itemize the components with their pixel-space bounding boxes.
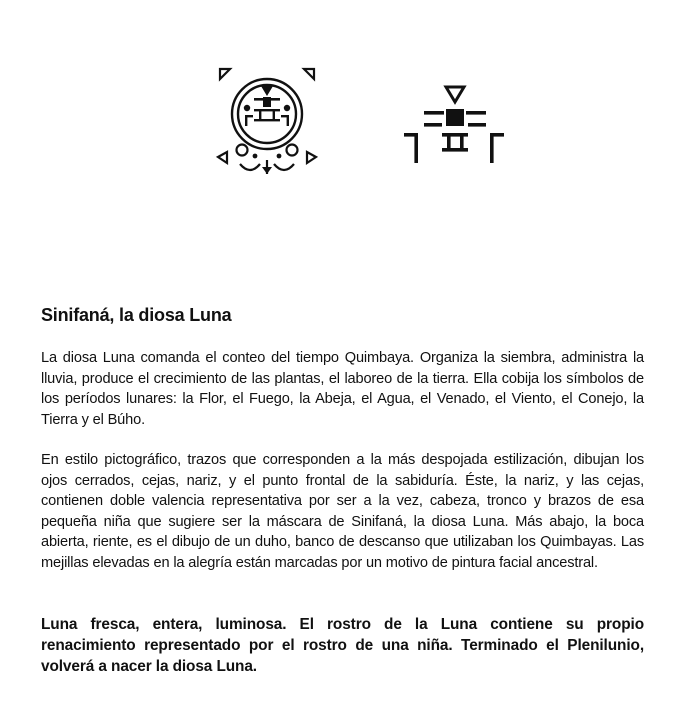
moon-goddess-medallion-icon: [214, 64, 320, 178]
section-title: Sinifaná, la diosa Luna: [41, 305, 232, 325]
paragraph-description: En estilo pictográfico, trazos que corresponden a la más despojada estilización, dibujan los ojos cerrados, cejas, nariz, y el punto frontal de la sabiduría. Éste, la nariz, y las cejas, contienen doble valencia representativa por ser a la vez, cabeza, tronco y brazos de esa pequeña niña que sugiere ser la máscara de Sinifaná, la diosa Luna. Más abajo, la boca abierta, riente, es el dibujo de un duho, banco de descanso que utilizaban los Quimbayas. Las mejillas elevadas en la alegría están marcadas por un motivo de pintura facial ancestral.: [41, 452, 644, 571]
paragraph-intro: La diosa Luna comanda el conteo del tiempo Quimbaya. Organiza la siembra, administra la lluvia, produce el crecimiento de las plantas, el laboreo de la tierra. Ella cobija los símbolos de los períodos lunares: la Flor, el Fuego, la Abeja, el Agua, el Venado, el Viento, el Conejo, la Tierra y el Búho.: [41, 350, 644, 428]
moon-goddess-stylized-figure-icon: [400, 84, 508, 168]
paragraph-closing: Luna fresca, entera, luminosa. El rostro de la Luna contiene su propio renacimiento representado por el rostro de una niña. Terminado el Plenilunio, volverá a nacer la diosa Luna.: [41, 616, 644, 675]
